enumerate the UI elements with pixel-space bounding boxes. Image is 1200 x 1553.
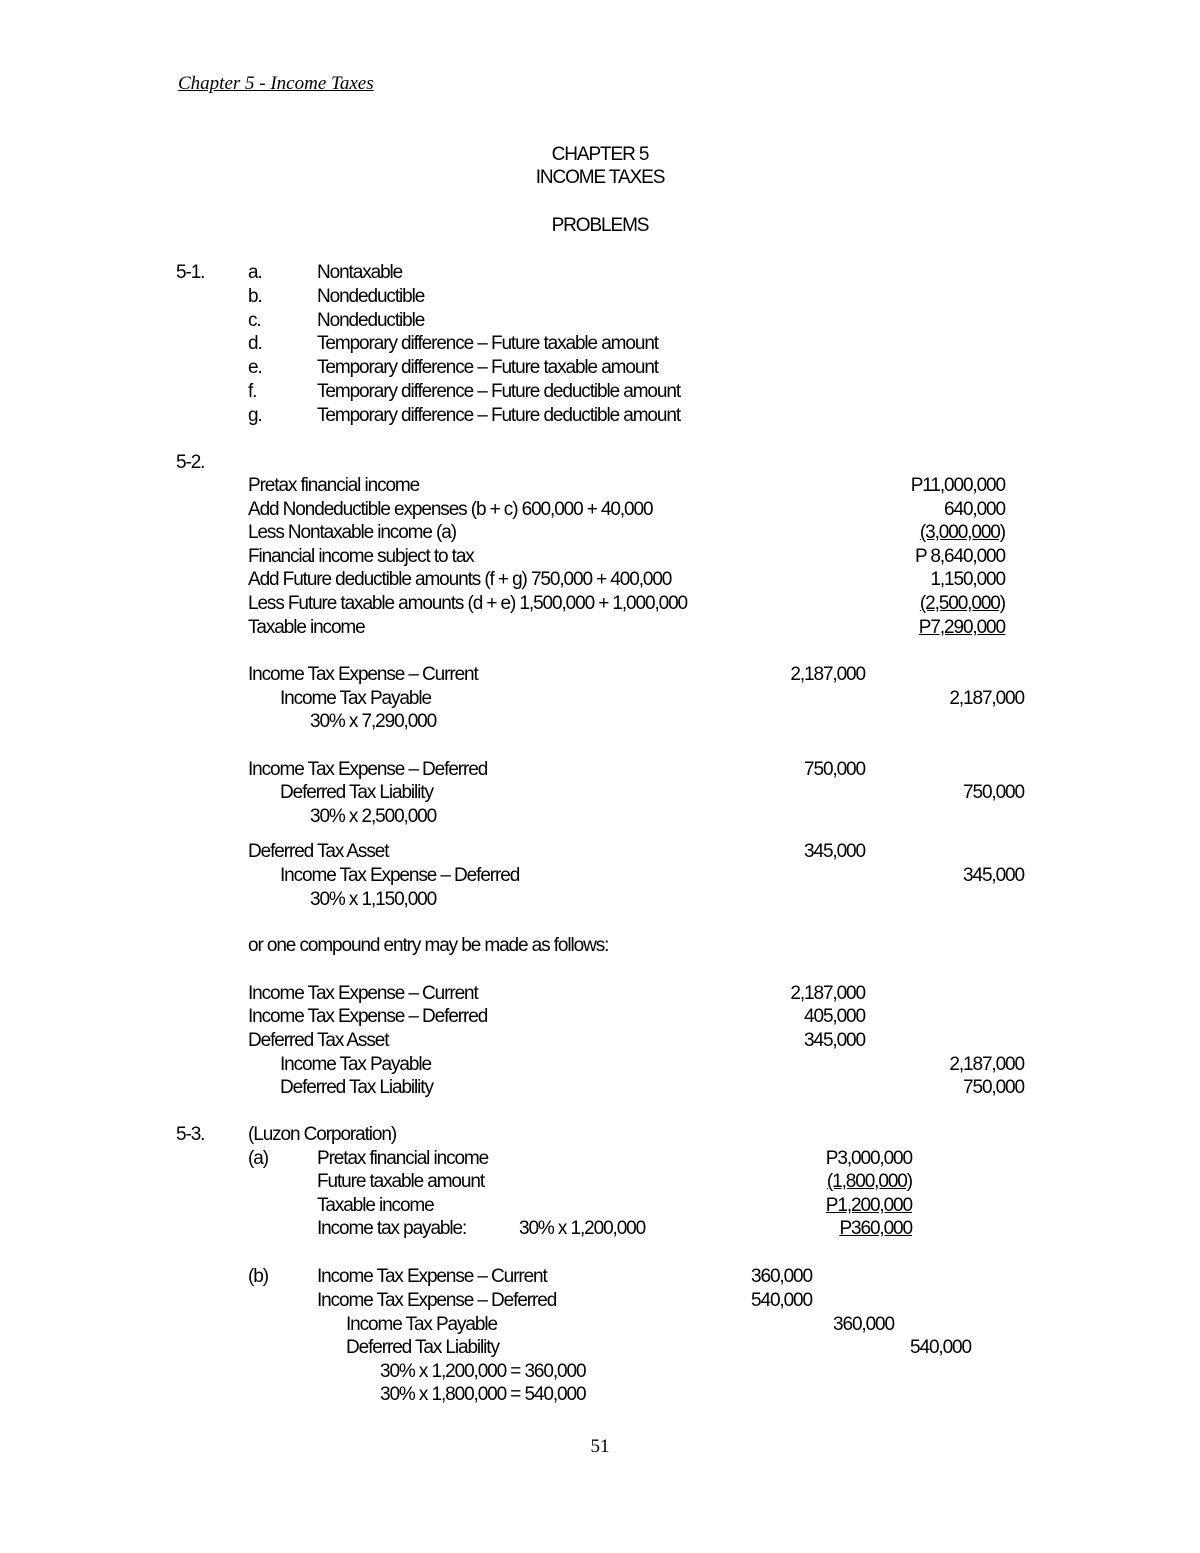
debit-amount: 2,187,000 — [790, 664, 865, 685]
problem-number: 5-3. — [176, 1124, 205, 1145]
debit-amount: 750,000 — [804, 759, 865, 780]
schedule-label: Financial income subject to tax — [248, 546, 474, 567]
schedule-amount: (2,500,000) — [919, 593, 1005, 614]
debit-amount: 360,000 — [751, 1266, 812, 1287]
chapter-title: INCOME TAXES — [535, 167, 665, 188]
credit-account: Income Tax Payable — [346, 1314, 497, 1335]
entry-note: 30% x 7,290,000 — [310, 711, 437, 732]
credit-amount: 750,000 — [963, 1077, 1024, 1098]
credit-amount: 360,000 — [833, 1314, 894, 1335]
payable-amount: P360,000 — [839, 1218, 912, 1239]
schedule-label: Taxable income — [317, 1195, 434, 1216]
problem-number: 5-2. — [176, 452, 205, 473]
schedule-amount: (3,000,000) — [919, 522, 1005, 543]
problem-number: 5-1. — [176, 262, 205, 283]
schedule-label: Pretax financial income — [317, 1148, 489, 1169]
item-letter: f. — [248, 381, 257, 402]
schedule-label: Pretax financial income — [248, 475, 420, 496]
chapter-number: CHAPTER 5 — [551, 144, 649, 165]
schedule-amount: P 8,640,000 — [914, 546, 1005, 567]
debit-amount: 345,000 — [804, 1030, 865, 1051]
schedule-label: Add Future deductible amounts (f + g) 750,000 + 400,000 — [248, 569, 672, 590]
debit-account: Income Tax Expense – Deferred — [317, 1290, 557, 1311]
credit-amount: 540,000 — [910, 1337, 971, 1358]
credit-account: Deferred Tax Liability — [346, 1337, 499, 1358]
credit-account: Income Tax Expense – Deferred — [280, 865, 520, 886]
schedule-label: Less Future taxable amounts (d + e) 1,500,000 + 1,000,000 — [248, 593, 688, 614]
company-name: (Luzon Corporation) — [248, 1124, 397, 1145]
item-text: Nondeductible — [317, 286, 425, 307]
schedule-amount: 1,150,000 — [930, 569, 1005, 590]
debit-amount: 345,000 — [804, 841, 865, 862]
item-text: Temporary difference – Future deductible amount — [317, 381, 681, 402]
credit-amount: 750,000 — [963, 782, 1024, 803]
schedule-amount: P3,000,000 — [825, 1148, 912, 1169]
schedule-amount: P1,200,000 — [825, 1195, 912, 1216]
debit-account: Deferred Tax Asset — [248, 1030, 389, 1051]
entry-note: 30% x 1,200,000 = 360,000 — [380, 1361, 586, 1382]
schedule-amount: 640,000 — [944, 499, 1005, 520]
entry-note: 30% x 2,500,000 — [310, 806, 437, 827]
part-label: (b) — [248, 1266, 268, 1287]
schedule-label: Less Nontaxable income (a) — [248, 522, 456, 543]
schedule-label: Add Nondeductible expenses (b + c) 600,000 + 40,000 — [248, 499, 653, 520]
item-letter: d. — [248, 333, 262, 354]
running-header: Chapter 5 - Income Taxes — [178, 73, 374, 94]
debit-amount: 2,187,000 — [790, 983, 865, 1004]
debit-account: Income Tax Expense – Deferred — [248, 1006, 488, 1027]
debit-account: Income Tax Expense – Current — [248, 664, 478, 685]
schedule-label: Taxable income — [248, 617, 365, 638]
credit-account: Deferred Tax Liability — [280, 1077, 433, 1098]
entry-note: 30% x 1,800,000 = 540,000 — [380, 1384, 586, 1405]
credit-amount: 2,187,000 — [949, 688, 1024, 709]
credit-account: Deferred Tax Liability — [280, 782, 433, 803]
page-number: 51 — [590, 1436, 610, 1457]
section-title: PROBLEMS — [551, 215, 649, 236]
item-letter: e. — [248, 357, 262, 378]
item-text: Nondeductible — [317, 310, 425, 331]
item-text: Temporary difference – Future taxable amount — [317, 333, 658, 354]
credit-amount: 2,187,000 — [949, 1054, 1024, 1075]
schedule-amount: P11,000,000 — [910, 475, 1005, 496]
debit-account: Income Tax Expense – Current — [317, 1266, 547, 1287]
item-text: Temporary difference – Future taxable amount — [317, 357, 658, 378]
item-letter: g. — [248, 405, 262, 426]
schedule-total: P7,290,000 — [918, 617, 1005, 638]
part-label: (a) — [248, 1148, 268, 1169]
schedule-amount: (1,800,000) — [826, 1171, 912, 1192]
schedule-label: Future taxable amount — [317, 1171, 485, 1192]
payable-label: Income tax payable: — [317, 1218, 467, 1239]
item-letter: a. — [248, 262, 262, 283]
credit-account: Income Tax Payable — [280, 1054, 431, 1075]
item-letter: b. — [248, 286, 262, 307]
debit-account: Income Tax Expense – Current — [248, 983, 478, 1004]
debit-account: Deferred Tax Asset — [248, 841, 389, 862]
credit-amount: 345,000 — [963, 865, 1024, 886]
debit-amount: 405,000 — [804, 1006, 865, 1027]
item-letter: c. — [248, 310, 261, 331]
entry-note: 30% x 1,150,000 — [310, 889, 437, 910]
debit-account: Income Tax Expense – Deferred — [248, 759, 488, 780]
compound-intro: or one compound entry may be made as follows: — [248, 935, 609, 956]
credit-account: Income Tax Payable — [280, 688, 431, 709]
debit-amount: 540,000 — [751, 1290, 812, 1311]
item-text: Temporary difference – Future deductible amount — [317, 405, 681, 426]
payable-calc: 30% x 1,200,000 — [519, 1218, 646, 1239]
item-text: Nontaxable — [317, 262, 403, 283]
